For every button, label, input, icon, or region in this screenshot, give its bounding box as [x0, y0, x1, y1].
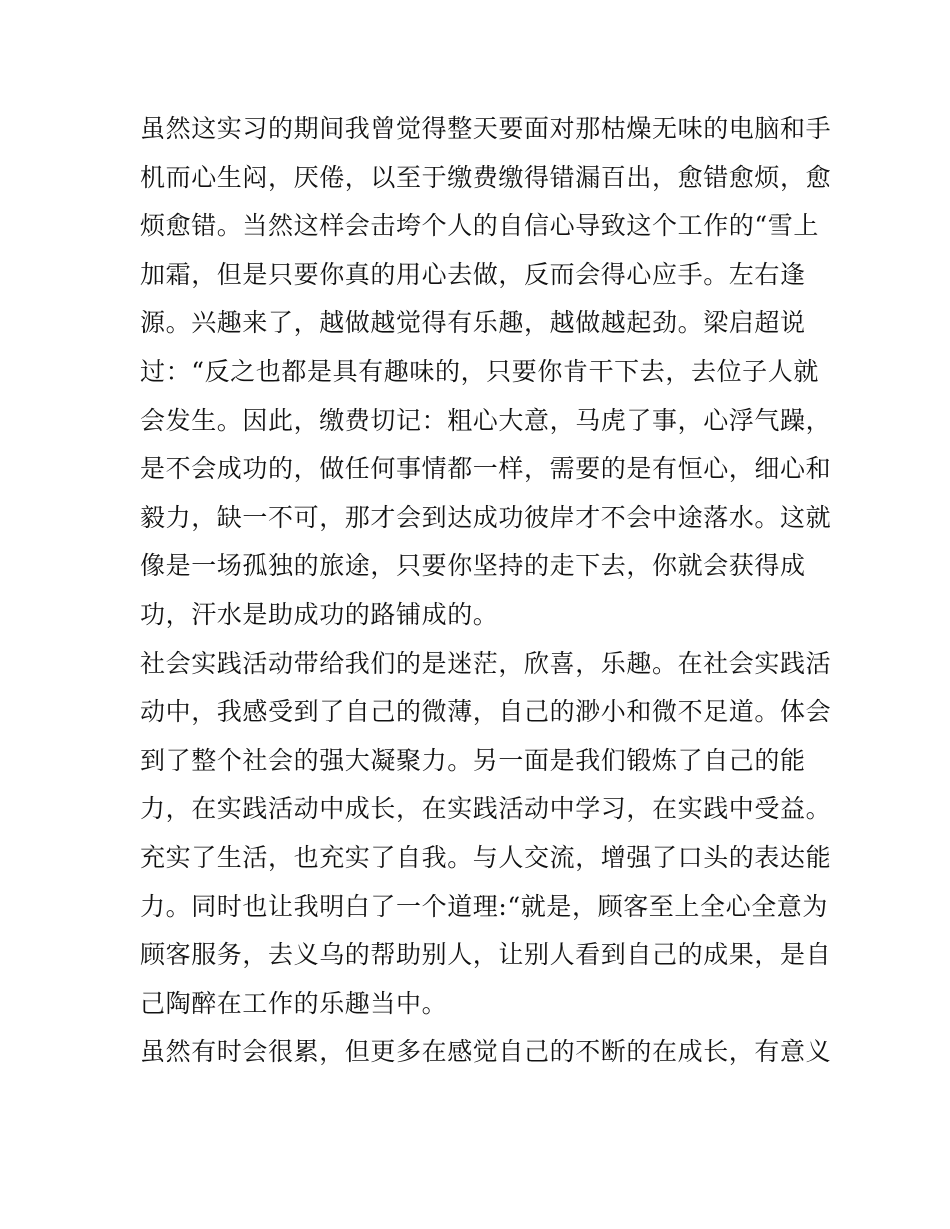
- text-line: 动中，我感受到了自己的微薄，自己的渺小和微不足道。体会: [140, 697, 832, 727]
- text-line: 加霜，但是只要你真的用心去做，反而会得心应手。左右逢: [140, 259, 806, 289]
- text-line: 像是一场孤独的旅途，只要你坚持的走下去，你就会获得成: [140, 551, 806, 581]
- text-line: 力，在实践活动中成长，在实践活动中学习，在实践中受益。: [140, 794, 832, 824]
- text-line: 顾客服务，去义乌的帮助别人，让别人看到自己的成果，是自: [140, 940, 832, 970]
- text-line: 机而心生闷，厌倦，以至于缴费缴得错漏百出，愈错愈烦，愈: [140, 162, 832, 192]
- text-line: 会发生。因此，缴费切记：粗心大意，马虎了事，心浮气躁，: [140, 405, 832, 435]
- text-line: 社会实践活动带给我们的是迷茫，欣喜，乐趣。在社会实践活: [140, 648, 832, 678]
- text-line: 源。兴趣来了，越做越觉得有乐趣，越做越起劲。梁启超说: [140, 308, 806, 338]
- text-line: 充实了生活，也充实了自我。与人交流，增强了口头的表达能: [140, 842, 832, 872]
- body-text: [140, 105, 832, 1077]
- text-line: 到了整个社会的强大凝聚力。另一面是我们锻炼了自己的能: [140, 745, 806, 775]
- text-line: 过：“反之也都是具有趣味的，只要你肯干下去，去位子人就: [140, 356, 819, 386]
- text-line: 虽然这实习的期间我曾觉得整天要面对那枯燥无味的电脑和手: [140, 114, 832, 143]
- text-line: 功，汗水是助成功的路铺成的。: [140, 599, 499, 629]
- text-line: 虽然有时会很累，但更多在感觉自己的不断的在成长，有意义: [140, 1037, 832, 1067]
- text-line: 是不会成功的，做任何事情都一样，需要的是有恒心，细心和: [140, 454, 832, 484]
- text-line: 力。同时也让我明白了一个道理:“就是，顾客至上全心全意为: [140, 891, 829, 921]
- text-line: 烦愈错。当然这样会击垮个人的自信心导致这个工作的“雪上: [140, 211, 819, 241]
- text-line: 己陶醉在工作的乐趣当中。: [140, 988, 448, 1018]
- text-line: 毅力，缺一不可，那才会到达成功彼岸才不会中途落水。这就: [140, 502, 832, 532]
